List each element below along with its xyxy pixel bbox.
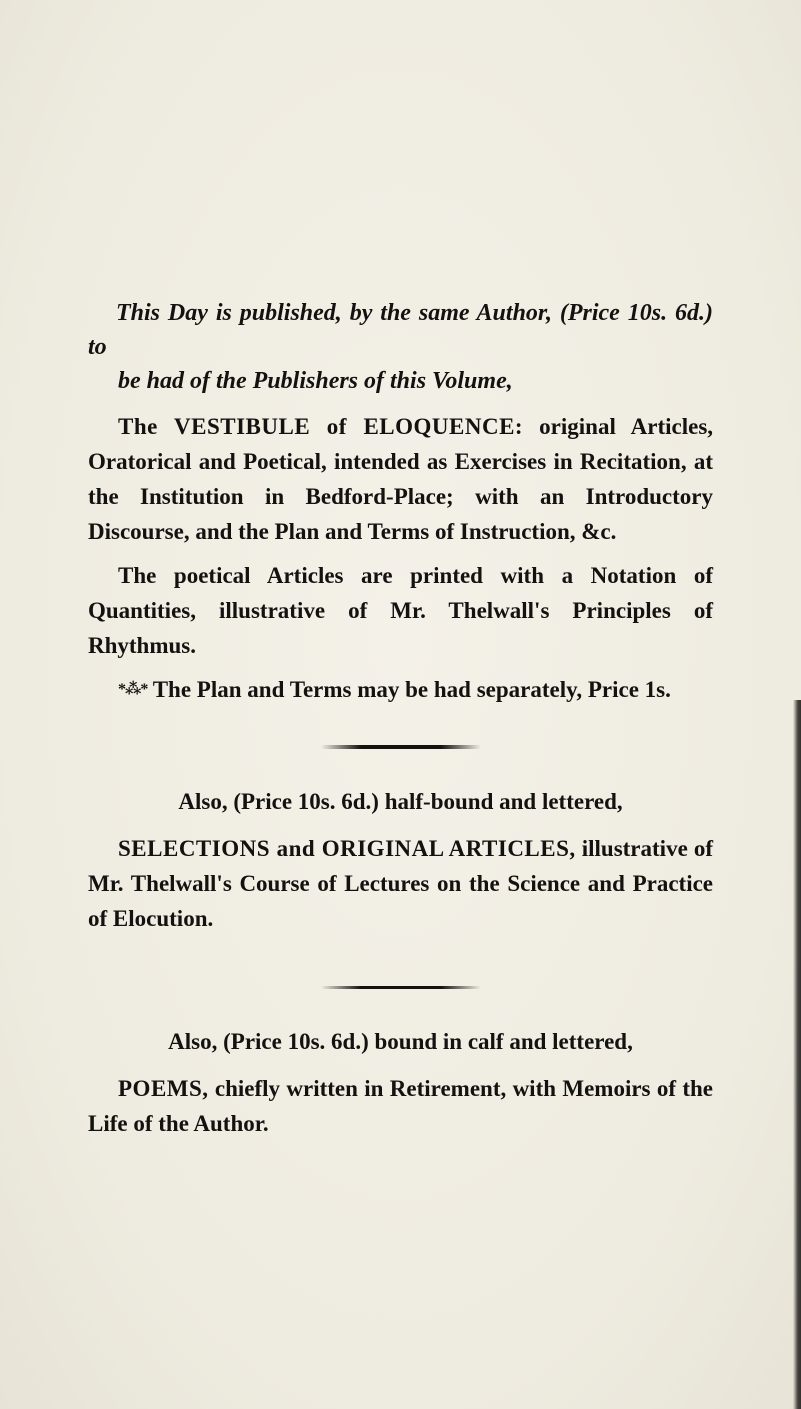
publication-notice [88,296,713,398]
poems-advertisement [88,1071,713,1141]
section-divider [321,986,481,989]
vestibule-advertisement [88,409,713,549]
selections-description: illustrative of Mr. Thelwall's Course of Lectures on the Science and Practice of Elocution. [88,836,714,931]
selections-title: SELECTIONS and ORIGINAL ARTICLES, [118,836,576,861]
plan-terms-text: The Plan and Terms may be had separately, Price 1s. [152,677,671,702]
plan-terms-note [88,672,713,707]
selections-advertisement [88,831,713,936]
advertisement-content [88,296,713,1141]
page-edge-shadow [793,700,801,1409]
poetical-articles-note: The poetical Articles are printed with a Notation of Quantities, illustrative of Mr. Thelwall's Principles of Rhythmus. [88,563,713,658]
section-divider [321,745,481,749]
vestibule-title: The VESTIBULE of ELOQUENCE: [118,414,524,439]
vestibule-description: original Articles, Oratorical and Poetical, intended as Exercises in Recitation, at the Institution in Bedford-Place; with an Introductory Discourse, and the Plan and Terms of Instruction, &c. [88,414,714,544]
second-ad-intro: Also, (Price 10s. 6d.) half-bound and lettered, [178,789,623,814]
asterism-mark: *⁂* [118,681,148,698]
poems-title: POEMS, [118,1076,209,1101]
notice-line-1: This Day is published, by the same Author, (Price 10s. 6d.) to [88,300,713,360]
poems-description: chiefly written in Retirement, with Memoirs of the Life of the Author. [88,1076,713,1136]
third-ad-intro: Also, (Price 10s. 6d.) bound in calf and lettered, [168,1029,633,1054]
notice-line-2: be had of the Publishers of this Volume, [118,368,513,394]
